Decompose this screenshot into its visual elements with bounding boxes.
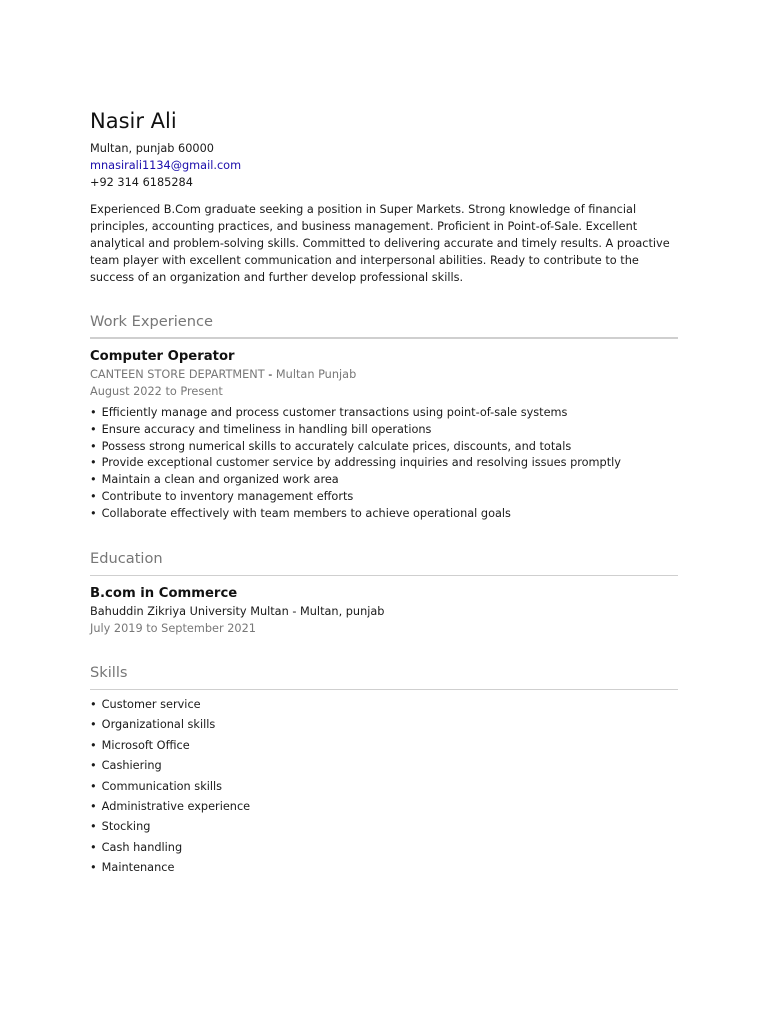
skill-item-text: Administrative experience [101, 800, 251, 814]
job-duties-list [90, 405, 621, 523]
work-experience-divider [90, 337, 678, 339]
skills-list [90, 695, 250, 879]
location-text: Multan, punjab 60000 [90, 142, 214, 155]
job-company: CANTEEN STORE DEPARTMENT [90, 368, 265, 381]
job-company-line [90, 366, 356, 383]
bullet-marker: • [90, 738, 97, 752]
skill-item [90, 838, 250, 858]
skill-item [90, 695, 250, 715]
summary-paragraph: Experienced B.Com graduate seeking a position in Super Markets. Strong knowledge of financial principles, accounting practices, and business management. Proficient in Point-of-Sale. Excellent analytical and problem-solving skills. Committed to delivering accurate and timely results. A proactive team player with excellent communication and interpersonal abilities. Ready to contribute to the success of an organization and further develop professional skills. [90, 203, 670, 284]
email-link[interactable]: mnasirali1134@gmail.com [90, 159, 242, 172]
bullet-marker: • [90, 759, 97, 773]
skill-item [90, 736, 250, 756]
duty-item-text: Efficiently manage and process customer transactions using point-of-sale systems [101, 406, 568, 419]
bullet-marker: • [90, 439, 97, 453]
skill-item-text: Microsoft Office [101, 738, 190, 752]
duty-item [90, 405, 621, 422]
duty-item [90, 455, 621, 472]
school-name: Bahuddin Zikriya University Multan - Multan, punjab [90, 605, 385, 618]
duty-item [90, 422, 621, 439]
duty-item [90, 506, 621, 523]
education-heading: Education [90, 550, 163, 567]
skill-item [90, 756, 250, 776]
education-dates: July 2019 to September 2021 [90, 622, 256, 635]
phone-text: +92 314 6185284 [90, 176, 193, 189]
bullet-marker: • [90, 861, 97, 875]
job-title: Computer Operator [90, 349, 235, 364]
contact-info [90, 140, 241, 191]
bullet-marker: • [90, 422, 97, 436]
candidate-name: Nasir Ali [90, 109, 177, 133]
duty-item-text: Collaborate effectively with team members to achieve operational goals [101, 506, 511, 520]
bullet-marker: • [90, 800, 97, 814]
skill-item-text: Communication skills [101, 779, 223, 793]
degree-title: B.com in Commerce [90, 586, 238, 601]
duty-item [90, 439, 621, 456]
skill-item-text: Stocking [101, 820, 151, 834]
bullet-marker: • [90, 779, 97, 793]
duty-item [90, 489, 621, 506]
bullet-marker: • [90, 840, 97, 854]
skill-item-text: Cashiering [101, 759, 162, 773]
skills-divider [90, 689, 678, 690]
bullet-marker: • [90, 698, 97, 711]
skill-item [90, 858, 250, 878]
job-location: Multan Punjab [275, 368, 357, 381]
skill-item [90, 777, 250, 797]
skill-item-text: Organizational skills [101, 718, 216, 732]
duty-item-text: Possess strong numerical skills to accurately calculate prices, discounts, and totals [101, 439, 572, 453]
bullet-marker: • [90, 718, 97, 732]
duty-item-text: Provide exceptional customer service by addressing inquiries and resolving issues promptly [101, 456, 621, 470]
duty-item [90, 472, 621, 489]
skill-item [90, 715, 250, 735]
work-experience-heading: Work Experience [90, 313, 213, 330]
bullet-marker: • [90, 406, 97, 419]
duty-item-text: Ensure accuracy and timeliness in handling bill operations [101, 422, 432, 436]
bullet-marker: • [90, 489, 97, 503]
skill-item-text: Maintenance [101, 861, 175, 875]
duty-item-text: Contribute to inventory management efforts [101, 489, 354, 503]
skills-heading: Skills [90, 664, 128, 681]
duty-item-text: Maintain a clean and organized work area [101, 473, 339, 487]
job-dates: August 2022 to Present [90, 385, 223, 398]
skill-item [90, 817, 250, 837]
bullet-marker: • [90, 473, 97, 487]
bullet-marker: • [90, 506, 97, 520]
bullet-marker: • [90, 456, 97, 470]
education-divider [90, 575, 678, 576]
skill-item-text: Cash handling [101, 840, 183, 854]
skill-item [90, 797, 250, 817]
job-company-separator: - [264, 368, 276, 381]
bullet-marker: • [90, 820, 97, 834]
skill-item-text: Customer service [101, 698, 201, 711]
